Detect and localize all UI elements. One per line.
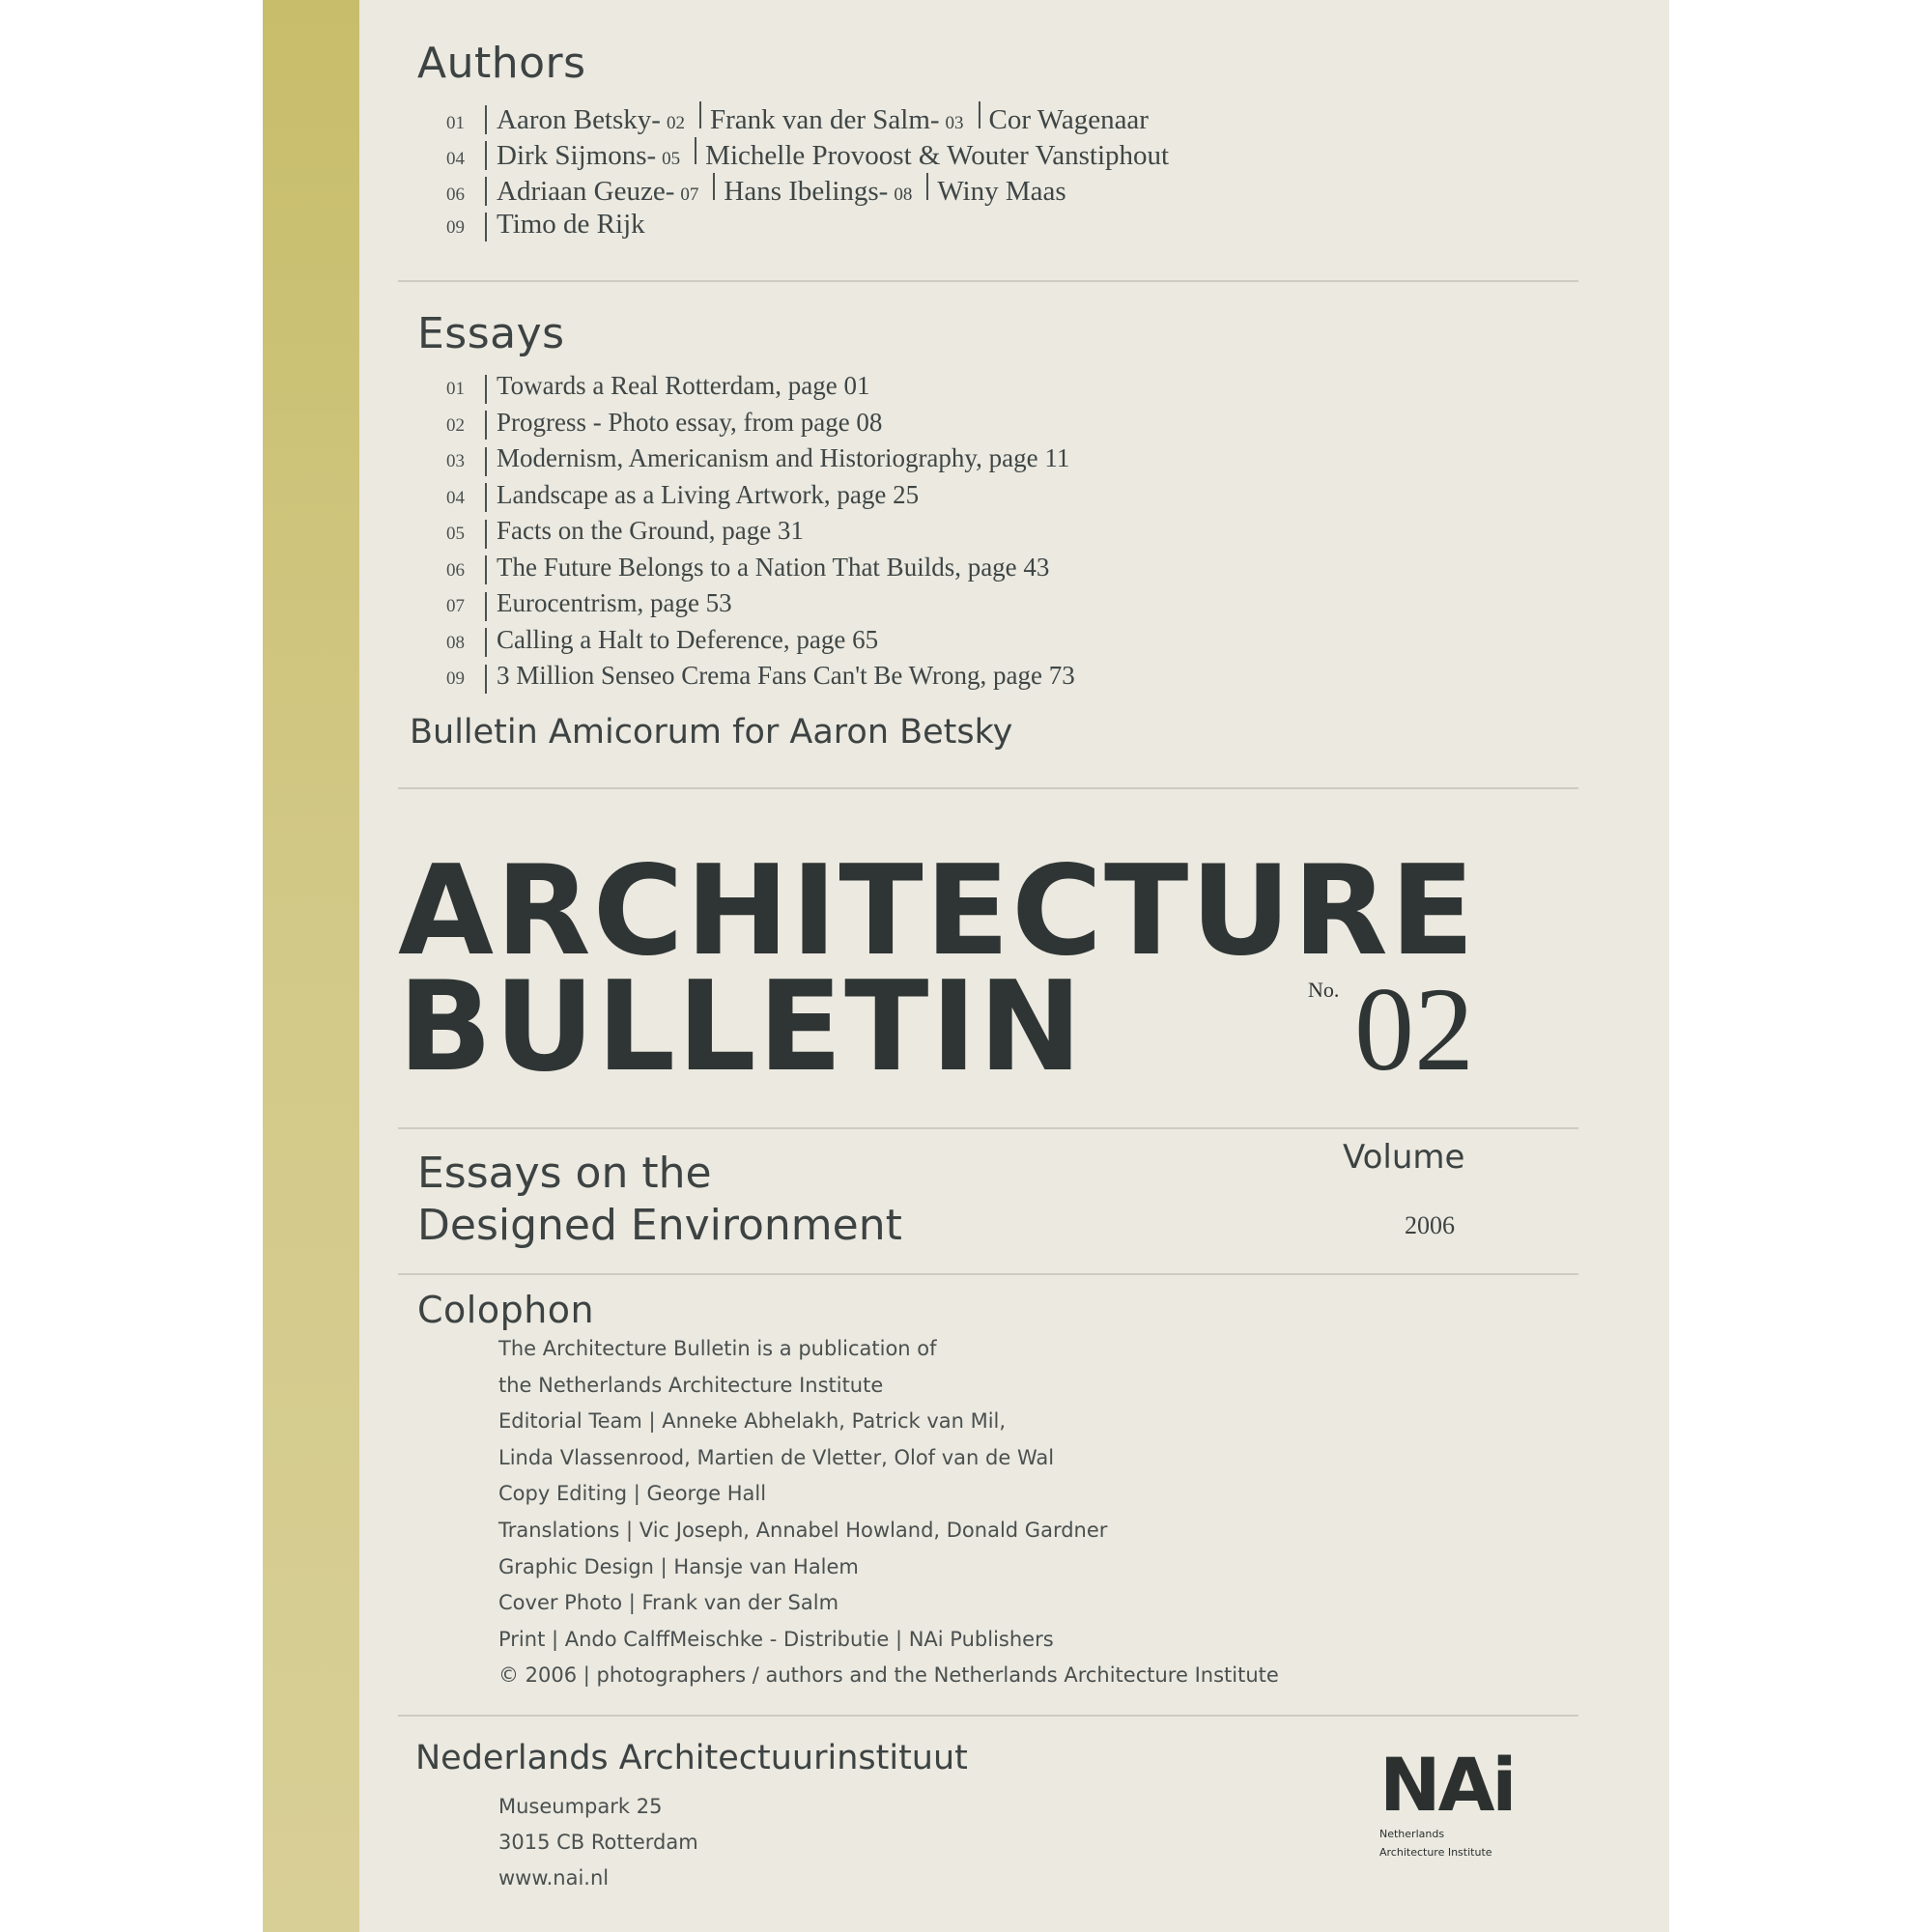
essay-number: 02 [446, 414, 465, 436]
colophon-line: Print | Ando CalffMeischke - Distributie | NAi Publishers [498, 1627, 1054, 1651]
essay-item [446, 480, 1075, 517]
dash-separator: - [878, 176, 889, 207]
essay-title: Towards a Real Rotterdam, page 01 [497, 371, 870, 400]
colophon-line: Translations | Vic Joseph, Annabel Howland, Donald Gardner [498, 1518, 1108, 1542]
essay-number: 06 [446, 559, 465, 581]
separator-bar [485, 592, 487, 621]
essay-number: 01 [446, 379, 465, 399]
author-row [446, 209, 1169, 244]
separator-bar [926, 173, 928, 200]
colophon-line: Graphic Design | Hansje van Halem [498, 1554, 859, 1578]
essay-item [446, 661, 1075, 697]
separator-bar [485, 177, 487, 206]
colophon-line: The Architecture Bulletin is a publication of [498, 1337, 937, 1360]
author-name: Hans Ibelings [724, 176, 879, 207]
essay-item [446, 588, 1075, 625]
author-number: 09 [446, 217, 465, 238]
colophon-line: Editorial Team | Anneke Abhelakh, Patrick van Mil, [498, 1409, 1007, 1434]
nai-logo-mark: NAi [1379, 1742, 1515, 1828]
separator-bar [699, 101, 701, 128]
dash-separator: - [651, 104, 661, 135]
separator-bar [695, 137, 696, 164]
author-name: Frank van der Salm [709, 104, 930, 135]
author-name: Timo de Rijk [497, 209, 645, 240]
address-line: Museumpark 25 [498, 1795, 663, 1818]
colophon-heading: Colophon [417, 1289, 595, 1331]
separator-bar [485, 665, 487, 694]
separator-bar [485, 411, 487, 440]
authors-heading: Authors [417, 39, 586, 88]
amicorum-line: Bulletin Amicorum for Aaron Betsky [410, 713, 1013, 752]
essay-title: Progress - Photo essay, from page 08 [497, 407, 883, 437]
volume-year: 2006 [1405, 1211, 1455, 1239]
separator-bar [485, 483, 487, 512]
divider [398, 787, 1578, 789]
divider [398, 1273, 1578, 1275]
nai-logo-subtitle-1: Netherlands [1379, 1828, 1445, 1840]
essay-title: The Future Belongs to a Nation That Builds, page 43 [497, 552, 1050, 582]
divider [398, 1715, 1578, 1717]
author-row [446, 137, 1169, 173]
essay-number: 05 [446, 524, 465, 544]
masthead-line-1: ARCHITECTURE [398, 839, 1477, 983]
address-line: 3015 CB Rotterdam [498, 1831, 698, 1854]
dash-separator: - [646, 140, 657, 171]
subtitle-line-2: Designed Environment [417, 1201, 902, 1250]
essay-title: Facts on the Ground, page 31 [497, 516, 804, 545]
essay-title: Calling a Halt to Deference, page 65 [497, 624, 879, 654]
essay-item [446, 516, 1075, 553]
cover-spine [263, 0, 359, 1932]
author-number: 07 [680, 185, 699, 205]
author-number: 05 [662, 149, 681, 169]
separator-bar [485, 105, 487, 134]
masthead-line-2: BULLETIN [398, 955, 1085, 1099]
essay-number: 03 [446, 451, 465, 471]
nai-logo [1379, 1742, 1524, 1859]
essay-item [446, 443, 1075, 480]
essay-item [446, 408, 1075, 444]
author-number: 08 [894, 185, 913, 205]
divider [398, 280, 1578, 282]
essay-title: Modernism, Americanism and Historiography, page 11 [497, 443, 1070, 472]
address-line: www.nai.nl [498, 1866, 610, 1889]
volume-label: Volume [1343, 1138, 1465, 1177]
issue-number: 02 [1354, 963, 1474, 1095]
author-number: 04 [446, 149, 465, 169]
essay-number: 04 [446, 487, 465, 508]
subtitle [417, 1148, 902, 1252]
author-name: Dirk Sijmons [497, 140, 647, 171]
author-number: 06 [446, 185, 465, 205]
essays-heading: Essays [417, 309, 565, 358]
author-row [446, 101, 1169, 137]
nai-logo-subtitle-2: Architecture Institute [1379, 1846, 1492, 1859]
author-number: 01 [446, 113, 465, 133]
dash-separator: - [665, 176, 675, 207]
essay-number: 07 [446, 596, 465, 616]
author-number: 02 [666, 113, 685, 133]
author-name: Adriaan Geuze [497, 176, 666, 207]
separator-bar [485, 520, 487, 549]
author-row [446, 173, 1169, 209]
essay-title: Eurocentrism, page 53 [497, 588, 732, 617]
separator-bar [485, 141, 487, 170]
separator-bar [485, 213, 487, 242]
separator-bar [485, 628, 487, 657]
essay-title: Landscape as a Living Artwork, page 25 [497, 479, 920, 509]
colophon-list [498, 1337, 1279, 1700]
colophon-line: Linda Vlassenrood, Martien de Vletter, Olof van de Wal [498, 1445, 1055, 1469]
author-name: Cor Wagenaar [988, 104, 1149, 135]
subtitle-line-1: Essays on the [417, 1149, 712, 1198]
institute-name: Nederlands Architectuurinstituut [415, 1739, 968, 1777]
essay-item [446, 371, 1075, 408]
separator-bar [485, 375, 487, 404]
colophon-line: © 2006 | photographers / authors and the Netherlands Architecture Institute [498, 1663, 1279, 1688]
colophon-line: the Netherlands Architecture Institute [498, 1373, 884, 1397]
author-name: Michelle Provoost & Wouter Vanstiphout [705, 140, 1170, 171]
separator-bar [979, 101, 980, 128]
institute-address [498, 1795, 698, 1902]
essay-title: 3 Million Senseo Crema Fans Can't Be Wrong, page 73 [497, 661, 1075, 690]
colophon-line: Cover Photo | Frank van der Salm [498, 1591, 839, 1615]
essay-number: 08 [446, 632, 465, 653]
separator-bar [485, 447, 487, 476]
author-number: 03 [945, 113, 964, 133]
colophon-line: Copy Editing | George Hall [498, 1482, 767, 1506]
essay-number: 09 [446, 668, 465, 689]
divider [398, 1127, 1578, 1129]
issue-number-label: No. [1308, 978, 1340, 1002]
author-name: Aaron Betsky [497, 104, 652, 135]
separator-bar [713, 173, 715, 200]
essays-list [446, 371, 1075, 697]
separator-bar [485, 555, 487, 584]
author-name: Winy Maas [937, 176, 1066, 207]
essay-item [446, 625, 1075, 662]
essay-item [446, 553, 1075, 589]
authors-list [446, 101, 1169, 244]
bulletin-cover [263, 0, 1669, 1932]
dash-separator: - [929, 104, 940, 135]
